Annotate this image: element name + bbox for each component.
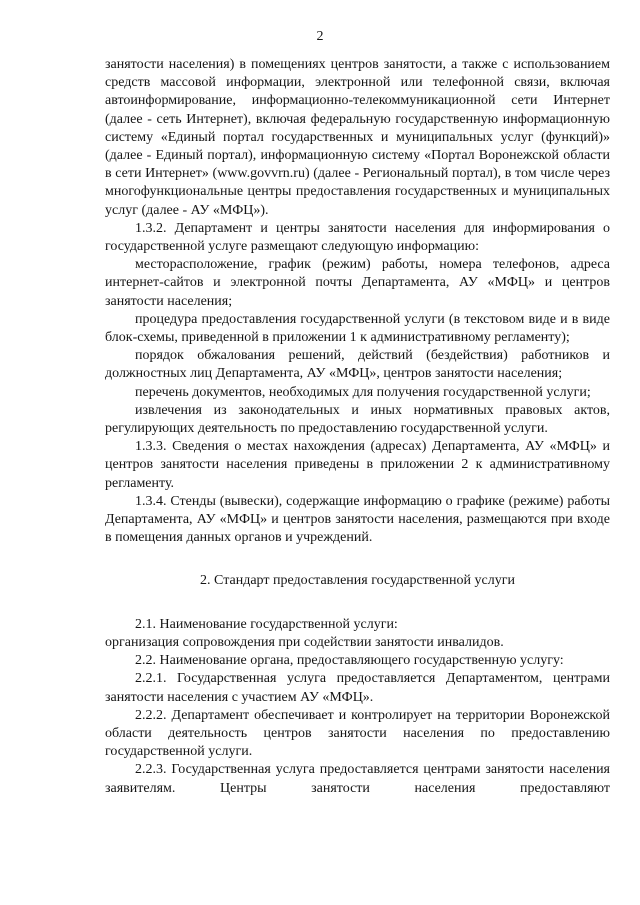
paragraph: перечень документов, необходимых для получения государственной услуги; [135,384,591,400]
paragraph: 2.1. Наименование государственной услуги: [135,616,398,632]
paragraph: 2.2.1. Государственная услуга предоставляется Департаментом, центрами занятости населения с участием АУ «МФЦ». [105,671,610,705]
paragraph: 1.3.3. Сведения о местах нахождения (адресах) Департамента, АУ «МФЦ» и центров занятости населения приведены в приложении 2 к административному регламенту. [105,439,610,491]
paragraph: 1.3.4. Стенды (вывески), содержащие информацию о графике (режиме) работы Департамента, АУ «МФЦ» и центров занятости населения, размещаются при входе в помещения данных органов и учреждений. [105,493,610,546]
section-heading: 2. Стандарт предоставления государственной услуги [200,573,515,589]
paragraph: 2.2.2. Департамент обеспечивает и контролирует на территории Воронежской области деятельность центров занятости населения по предоставлению государственной услуги. [105,707,610,760]
document-body [105,56,610,798]
paragraph: занятости населения) в помещениях центров занятости, а также с использованием средств массовой информации, электронной или телефонной связи, включая автоинформирование, информационно-телекоммуникационной сети Интернет (далее - сеть Интернет), включая федеральную государственную информационную систему «Единый портал государственных и муниципальных услуг (функций)» (далее - Единый портал), информационную систему «Портал Воронежской области в сети Интернет» (www.govvrn.ru) (далее - Региональный портал), в том числе через многофункциональные центры предоставления государственных и муниципальных услуг (далее - АУ «МФЦ»). [105,57,610,218]
paragraph: месторасположение, график (режим) работы, номера телефонов, адреса интернет-сайтов и электронной почты Департамента, АУ «МФЦ» и центров занятости населения; [105,257,610,309]
paragraph: процедура предоставления государственной услуги (в текстовом виде и в виде блок-схемы, приведенной в приложении 1 к административному регламенту); [105,311,610,346]
paragraph: организация сопровождения при содействии занятости инвалидов. [105,634,504,650]
paragraph: 2.2.3. Государственная услуга предоставляется центрами занятости населения заявителям. Центры занятости населения предоставляют [105,762,610,796]
paragraph: 1.3.2. Департамент и центры занятости населения для информирования о государственной услуге размещают следующую информацию: [105,220,610,255]
paragraph: 2.2. Наименование органа, предоставляющего государственную услугу: [135,653,564,669]
paragraph: извлечения из законодательных и иных нормативных правовых актов, регулирующих деятельность по предоставлению государственной услуги. [105,402,610,437]
page-number: 2 [316,29,324,44]
paragraph: порядок обжалования решений, действий (бездействия) работников и должностных лиц Департамента, АУ «МФЦ», центров занятости населения; [105,348,610,382]
